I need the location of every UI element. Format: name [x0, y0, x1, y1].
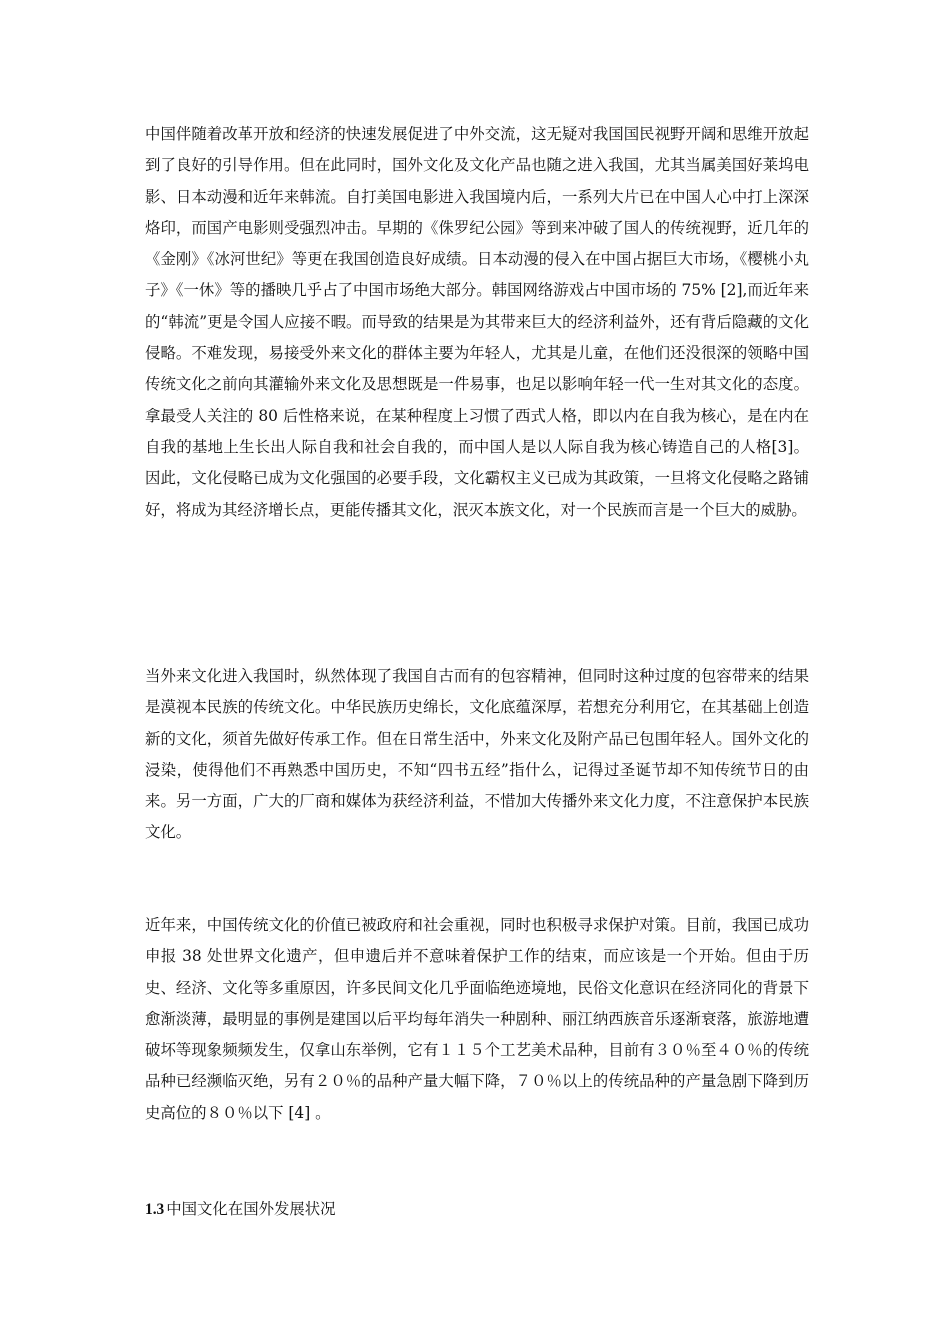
section-number: 1.3	[145, 1201, 165, 1218]
section-heading	[145, 1194, 336, 1225]
body-paragraph-heritage-protection: 近年来，中国传统文化的价值已被政府和社会重视，同时也积极寻求保护对策。目前，我国已成功申报 38 处世界文化遗产，但申遗后并不意味着保护工作的结束，而应该是一个开始。但由于历史、经济、文化等多重原因，许多民间文化几乎面临绝迹境地，民俗文化意识在经济同化的背景下愈渐淡薄，最明显的事例是建国以后平均每年消失一种剧种、丽江纳西族音乐逐渐衰落，旅游地遭破坏等现象频频发生，仅拿山东举例，它有１１５个工艺美术品种，目前有３０％至４０％的传统品种已经濒临灭绝，另有２０％的品种产量大幅下降，７０％以上的传统品种的产量急剧下降到历史高位的８０％以下 [4] 。	[145, 916, 809, 1122]
body-paragraph-tradition-neglect: 当外来文化进入我国时，纵然体现了我国自古而有的包容精神，但同时这种过度的包容带来的结果是漠视本民族的传统文化。中华民族历史绵长，文化底蕴深厚，若想充分利用它，在其基础上创造新的文化，须首先做好传承工作。但在日常生活中，外来文化及附产品已包围年轻人。国外文化的浸染，使得他们不再熟悉中国历史，不知“四书五经”指什么，记得过圣诞节却不知传统节日的由来。另一方面，广大的厂商和媒体为获经济利益，不惜加大传播外来文化力度，不注意保护本民族文化。	[145, 667, 809, 842]
section-title: 中国文化在国外发展状况	[166, 1200, 336, 1218]
body-paragraph-foreign-culture-impact: 中国伴随着改革开放和经济的快速发展促进了中外交流，这无疑对我国国民视野开阔和思维开放起到了良好的引导作用。但在此同时，国外文化及文化产品也随之进入我国，尤其当属美国好莱坞电影、日本动漫和近年来韩流。自打美国电影进入我国境内后，一系列大片已在中国人心中打上深深烙印，而国产电影则受强烈冲击。早期的《侏罗纪公园》等到来冲破了国人的传统视野，近几年的《金刚》《冰河世纪》等更在我国创造良好成绩。日本动漫的侵入在中国占据巨大市场，《樱桃小丸子》《一休》等的播映几乎占了中国市场绝大部分。韩国网络游戏占中国市场的 75% [2],而近年来的“韩流”更是令国人应接不暇。而导致的结果是为其带来巨大的经济利益外，还有背后隐藏的文化侵略。不难发现，易接受外来文化的群体主要为年轻人，尤其是儿童，在他们还没很深的领略中国传统文化之前向其灌输外来文化及思想既是一件易事，也足以影响年轻一代一生对其文化的态度。拿最受人关注的 80 后性格来说，在某种程度上习惯了西式人格，即以内在自我为核心，是在内在自我的基地上生长出人际自我和社会自我的，而中国人是以人际自我为核心铸造自己的人格[3]。因此，文化侵略已成为文化强国的必要手段，文化霸权主义已成为其政策，一旦将文化侵略之路铺好，将成为其经济增长点，更能传播其文化，泯灭本族文化，对一个民族而言是一个巨大的威胁。	[145, 125, 809, 519]
